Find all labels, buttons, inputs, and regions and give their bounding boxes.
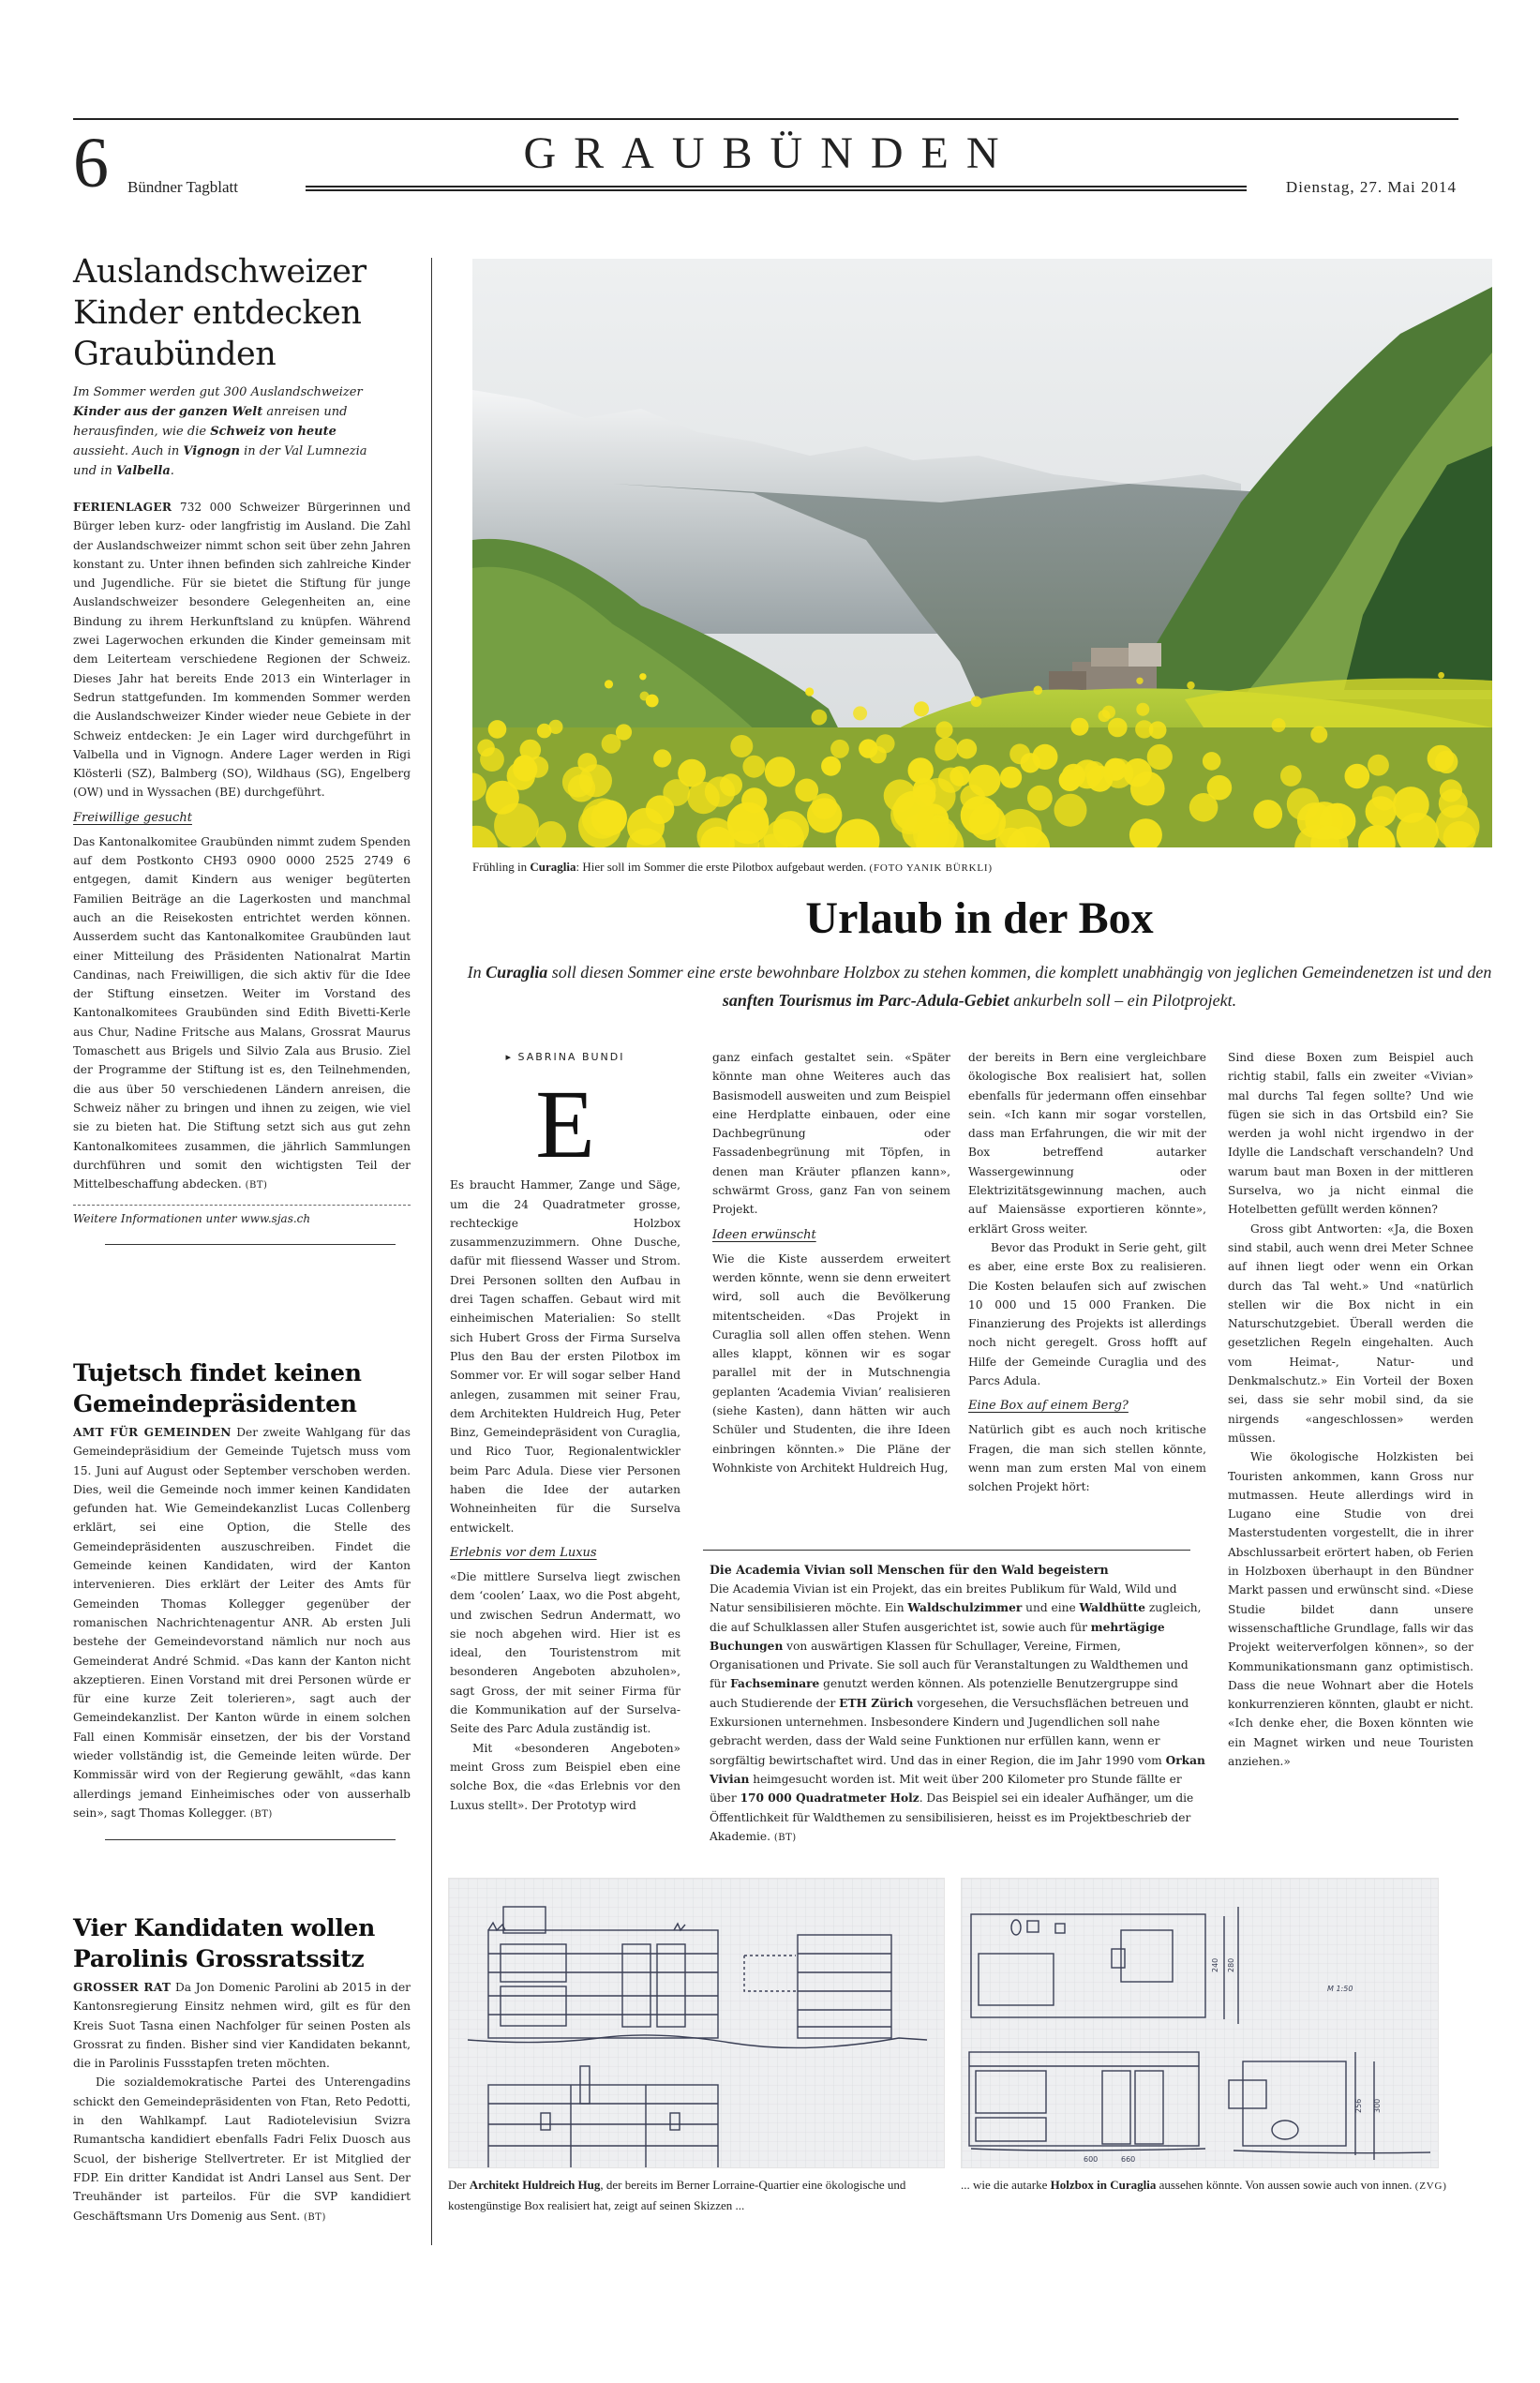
text-run: heimgesucht worden ist. Mit weit über 200 Kilometer pro Stunde fällte er über bbox=[710, 1772, 1182, 1806]
author-name: SABRINA BUNDI bbox=[517, 1051, 625, 1063]
text-run: anreisen und herausfinden, wie die bbox=[73, 405, 348, 439]
dandelion-flower bbox=[1136, 678, 1143, 684]
dandelion-flower bbox=[1108, 718, 1128, 738]
dimension-label: 280 bbox=[1227, 1957, 1235, 1972]
text-run: Der bbox=[448, 2178, 470, 2192]
caption-text bbox=[472, 860, 870, 874]
text-run: ankurbeln soll – ein Pilotprojekt. bbox=[1009, 991, 1237, 1010]
article-paragraph: Gross gibt Antworten: «Ja, die Boxen sind stabil, auch wenn drei Meter Schnee auf ihnen liegt oder wenn ein Orkan durch das Tal weht.» Und «natürlich stellen wir die Box nicht in ein Naturschutzgebiet. Überall werden die gesetzlichen Regeln eingehalten. Auch vom Heimat-, Natur- und Denkmalschutz.» Ein Vorteil der Boxen sei, dass sie sehr mobil sind, da sie nirgends «angeschlossen» werden müssen. bbox=[1228, 1221, 1473, 1445]
dandelion-flower bbox=[687, 782, 719, 814]
article-body bbox=[73, 498, 411, 1195]
dandelion-flower bbox=[1272, 718, 1286, 732]
exterior-elevation-drawing bbox=[449, 1879, 945, 2168]
dandelion-flower bbox=[914, 701, 929, 716]
emphasis-text: sanften Tourismus im Parc-Adula-Gebiet bbox=[722, 991, 1009, 1010]
text-run: genutzt werden können. Als potenzielle Benutzergruppe sind auch Studierende der bbox=[710, 1677, 1178, 1710]
emphasis-text: Orkan Vivian bbox=[710, 1753, 1205, 1786]
dandelion-flower bbox=[605, 680, 613, 688]
dandelion-flower bbox=[730, 735, 753, 757]
masthead-double-rule bbox=[306, 186, 1247, 191]
sketch-right-caption bbox=[961, 2175, 1448, 2196]
dandelion-flower bbox=[968, 765, 1000, 797]
dandelion-flower bbox=[477, 740, 495, 757]
hero-photo bbox=[472, 259, 1492, 847]
sketch-interior bbox=[961, 1878, 1439, 2168]
dandelion-flower bbox=[1438, 672, 1444, 679]
dandelion-flower bbox=[653, 749, 671, 767]
dandelion-flower bbox=[795, 779, 818, 802]
article-paragraph: Das Kantonalkomitee Graubünden nimmt zudem Spenden auf dem Postkonto CH93 0900 0000 2525 2749 6 entgegen, damit Kindern aus weniger begüterten Familien Beiträge an die Lagerkosten und manchmal auch an die Reisekosten entrichtet werden können. Ausserdem sucht das Kantonalkomitee Graubünden laut einer Mitteilung des Präsidenten Nationalrat Martin Candinas, nach Freiwilligen, die sich aktiv für die Idee der Stiftung einsetzen. Weiter im Vorstand des Kantonalkomitees Graubünden sind Edith Bivetti-Kerle aus Chur, Nadine Fritsche aus Malans, Grossrat Maurus Tomaschett aus Brigels und Silvio Zala aus Brusio. Ziel der Programme der Stiftung ist es, den Teilnehmenden, die aus über 50 verschiedenen Ländern anreisen, die Schweiz näher zu bringen und ihnen zu zeigen, wie viel sie zu bieten hat. Die Stiftung setzt sich aus gut zehn Kantonalkomitees zusammen, die jährlich Sammlungen durchführen und somit den wichtigsten Teil der Mittelbeschaffung abdecken. bbox=[73, 834, 411, 1192]
box-paragraph bbox=[710, 1582, 1205, 1843]
article-tujetsch bbox=[73, 1357, 411, 1840]
article-body bbox=[73, 1423, 411, 1824]
dandelion-flower bbox=[1059, 770, 1081, 791]
dandelion-flower bbox=[1207, 775, 1233, 801]
dandelion-flower bbox=[639, 673, 646, 680]
source-tag: (BT) bbox=[773, 1832, 797, 1843]
dandelion-flower bbox=[934, 738, 958, 761]
dandelion-flower bbox=[488, 720, 507, 739]
sketch-exterior bbox=[448, 1878, 945, 2168]
photo-caption bbox=[472, 860, 993, 875]
article-parolini bbox=[73, 1912, 411, 2227]
dimension-label: 240 bbox=[1211, 1957, 1219, 1972]
dandelion-flower bbox=[1034, 686, 1043, 696]
article-headline: Tujetsch findet keinen Gemeindepräsidenten bbox=[73, 1359, 362, 1417]
article-paragraph: Die sozialdemokratische Partei des Unterengadins schickt den Gemeindepräsidenten von Ftan, Reto Pedotti, in den Wahlkampf. Laut Radiotelevisiun Svizra Rumantscha kandidiert ebenfalls Fadri Felix Duosch aus Scuol, der bisherige Stellvertreter. Er ist Mitglied der FDP. Ein dritter Kandidat ist Andri Lansel aus Sent. Der Treuhänder ist parteilos. Für die SVP kandidiert Geschäftsmann Urs Domenig aus Sent. bbox=[73, 2076, 411, 2223]
dandelion-flower bbox=[1000, 767, 1022, 788]
text-run: aussehen könnte. Von aussen sowie auch von innen. bbox=[1156, 2178, 1415, 2192]
source-tag: (BT) bbox=[245, 1180, 268, 1192]
dandelion-flower bbox=[537, 724, 552, 739]
article-paragraph: Es braucht Hammer, Zange und Säge, um die 24 Quadratmeter grosse, rechteckige Holzbox zusammenzuzimmern. Ohne Dusche, dafür mit fliessend Wasser und Strom. Drei Personen sollten den Aufbau in drei Tagen schaffen. Gebaut wird mit einheimischen Materialien: So stellt sich Hubert Gross der Firma Surselva Plus den Bau der ersten Pilotbox im Sommer vor. Er will sogar selber Hand anlegen, zusammen mit seiner Frau, dem Architekten Huldreich Hug, Peter Binz, Gemeindepräsident von Curaglia, und Rico Tuor, Regionalentwickler beim Parc Adula. Diese vier Personen haben die Idee der autarken Wohneinheiten für die Surselva entwickelt. bbox=[450, 1178, 680, 1535]
byline bbox=[450, 1048, 680, 1067]
dandelion-flower bbox=[1393, 787, 1429, 823]
article-paragraph: Wie ökologische Holzkisten bei Touristen ankommen, kann Gross nur mutmassen. Heute allerdings wird in Lugano eine Studie von drei Masterstudenten vorgestellt, die in ihrer Abschlussarbeit erörtert haben, ob Ferien in Holzboxen überhaupt in den Bündner Markt passen und erwünscht sind. «Diese Studie bildet dann unsere wissenschaftliche Grundlage, falls wir das Projekt weiterverfolgen können», so der Kommunikationsmann ganz optimistisch. Dass die neue Wohnart aber die Hotels konkurrenzieren könnten, glaubt er nicht. «Ich denke eher, die Boxen könnten wie ein Magnet wirken und neue Touristen anziehen.» bbox=[1228, 1450, 1473, 1768]
dandelion-flower bbox=[720, 773, 742, 796]
section-title: GRAUBÜNDEN bbox=[523, 128, 1017, 178]
dandelion-flower bbox=[1032, 744, 1057, 770]
page-number: 6 bbox=[73, 124, 109, 202]
emphasis-text: Curaglia bbox=[530, 860, 576, 874]
dandelion-flower bbox=[1099, 710, 1111, 722]
text-run: In bbox=[467, 963, 486, 982]
dandelion-flower bbox=[640, 692, 650, 701]
dandelion-flower bbox=[890, 796, 929, 834]
main-column-3 bbox=[968, 1048, 1206, 1497]
dandelion-flower bbox=[812, 710, 828, 726]
article-lead bbox=[73, 382, 392, 481]
emphasis-text: Kinder aus der ganzen Welt bbox=[73, 405, 263, 419]
article-kicker: GROSSER RAT bbox=[73, 1981, 172, 1994]
dandelion-flower bbox=[1136, 703, 1149, 716]
emphasis-text: Vignogn bbox=[183, 444, 240, 458]
info-link[interactable]: Weitere Informationen unter www.sjas.ch bbox=[73, 1212, 311, 1226]
article-paragraph: Bevor das Produkt in Serie geht, gilt es aber, eine erste Box zu realisieren. Die Kosten belaufen sich auf zwischen 10 000 und 15 000 Franken. Die Finanzierung des Projekts ist allerdings noch nicht geregelt. Gross hofft auf Hilfe der Gemeinde Curaglia und des Parcs Adula. bbox=[968, 1240, 1206, 1388]
dandelion-flower bbox=[938, 768, 964, 793]
text-run: vorgesehen, die Versuchsflächen betreuen und Exkursionen unternehmen. Insbesondere Kindern und Jugendlichen soll nahe gebracht werden, dass der Wald seine Funktionen nur erfüllen kann, wenn er sorgfältig bewirtschaftet wird. Und das in einer Region, die im Jahr 1990 vom bbox=[710, 1696, 1189, 1767]
dashed-divider bbox=[73, 1205, 411, 1206]
photo-credit: (ZVG) bbox=[1414, 2181, 1447, 2192]
scale-label: M 1:50 bbox=[1327, 1985, 1353, 1993]
emphasis-text: ETH Zürich bbox=[839, 1696, 914, 1710]
dandelion-flower bbox=[741, 787, 767, 813]
dandelion-flower bbox=[1135, 720, 1153, 738]
emphasis-text: Holzbox in Curaglia bbox=[1050, 2178, 1157, 2192]
text-run: . bbox=[170, 464, 174, 478]
text-run: in der Val Lumnezia und in bbox=[73, 444, 367, 478]
dandelion-flower bbox=[742, 756, 765, 778]
dandelion-flower bbox=[1071, 718, 1089, 736]
interior-plan-drawing bbox=[962, 1879, 1439, 2168]
dandelion-flower bbox=[1253, 800, 1282, 829]
dandelion-flower bbox=[805, 687, 814, 696]
article-paragraph: Natürlich gibt es auch noch kritische Fragen, die man sich stellen könnte, wenn man zum ersten Mal von einem solchen Projekt hört: bbox=[968, 1423, 1206, 1494]
emphasis-text: Fachseminare bbox=[730, 1677, 820, 1691]
text-run: . Das Beispiel sei ein idealer Aufhänger, um die Öffentlichkeit für Waldthemen zu sensibilisieren, heisst es im Projektbeschrieb der Akademie. bbox=[710, 1791, 1194, 1843]
text-run: aussieht. Auch in bbox=[73, 444, 184, 458]
dandelion-flower bbox=[1310, 727, 1327, 743]
byline-arrow-icon: ▸ bbox=[505, 1051, 518, 1063]
emphasis-text: mehrtägige Buchungen bbox=[710, 1620, 1165, 1653]
box-text bbox=[710, 1580, 1206, 1848]
dandelion-flower bbox=[494, 803, 539, 847]
article-auslandschweizer bbox=[73, 251, 411, 1245]
text-run: soll diesen Sommer eine erste bewohnbare Holzbox zu stehen kommen, die komplett unabhängig von jeglichen Gemeindenetzen ist und den bbox=[547, 963, 1492, 982]
main-column-4 bbox=[1228, 1048, 1473, 1771]
dimension-label: 600 bbox=[1084, 2155, 1099, 2164]
source-tag: (BT) bbox=[304, 2211, 326, 2223]
dandelion-flower bbox=[807, 798, 842, 832]
emphasis-text: Valbella bbox=[115, 464, 171, 478]
text-run: Die Academia Vivian ist ein Projekt, das ein breites Publikum für Wald, Wild und Natur sensibilisieren möchte. Ein bbox=[710, 1582, 1177, 1615]
source-tag: (BT) bbox=[249, 1808, 273, 1820]
issue-date: Dienstag, 27. Mai 2014 bbox=[1285, 178, 1457, 196]
text-run: ... wie die autarke bbox=[961, 2178, 1051, 2192]
dandelion-flower bbox=[821, 757, 841, 776]
dandelion-flower bbox=[1368, 755, 1389, 776]
main-column-1 bbox=[450, 1048, 680, 1815]
dandelion-flower bbox=[520, 740, 542, 761]
emphasis-text: 170 000 Quadratmeter Holz bbox=[740, 1791, 920, 1806]
article-paragraph: Der zweite Wahlgang für das Gemeindepräsidium der Gemeinde Tujetsch muss vom 15. Juni auf August oder September verschoben werden. Dies, weil die Gemeinde noch immer keinen Kandidaten gefunden hat. Wie Gemeindekanzlist Lucas Collenberg erklärt, sei eine Option, die Stelle des Gemeindepräsidenten auszuschreiben. Findet die Gemeinde keinen Kandidaten, wird der Kanton intervenieren. Dies erklärt der Leiter des Amts für Gemeinden Thomas Kollegger gegenüber der romanischen Nachrichtenagentur ANR. Ab ersten Juli bestehe der Gemeindevorstand nämlich nur noch aus Gemeinderat André Schmid. «Das kann der Kanton nicht akzeptieren. Einen Vorstand mit drei Personen würde er für eine kurze Zeit tolerieren», sagt auch der Gemeindekanzlist. Der Kanton würde in einem solchen Fall einen Kommisär einsetzen, der bis der Vorstand wieder vollständig ist, die Gemeinde leiten würde. Der Kommissär wird von der Regierung gewählt, «das kann allerdings jemand Einheimisches oder von ausserhalb sein», sagt Thomas Kollegger. bbox=[73, 1426, 411, 1820]
sketch-left-caption bbox=[448, 2175, 935, 2216]
emphasis-text: Waldschulzimmer bbox=[907, 1601, 1023, 1615]
paper-name: Bündner Tagblatt bbox=[127, 178, 238, 196]
article-kicker: AMT FÜR GEMEINDEN bbox=[73, 1426, 232, 1439]
main-lead bbox=[450, 958, 1509, 1014]
article-paragraph: Mit «besonderen Angeboten» meint Gross zum Beispiel eben eine solche Box, die «das Erlebnis vor den Luxus stellt». Der Prototyp wird bbox=[450, 1741, 680, 1812]
emphasis-text: Curaglia bbox=[486, 963, 548, 982]
dimension-label: 660 bbox=[1121, 2155, 1136, 2164]
article-paragraph: Sind diese Boxen zum Beispiel auch richtig stabil, falls ein zweiter «Vivian» mal durchs Tal fegen sollte? Und wie fügen sie sich in das Ortsbild ein? Sie werden ja wohl nicht irgendwo in der Idylle die Landschaft verschandeln? Und warum baut man Boxen in der mittleren Surselva, wo ja nicht einmal die Hotelbetten gefüllt werden können? bbox=[1228, 1051, 1473, 1217]
text-run: : Hier soll im Sommer die erste Pilotbox aufgebaut werden. bbox=[576, 860, 870, 874]
dandelion-flower bbox=[1428, 745, 1454, 772]
dandelion-flower bbox=[1104, 758, 1134, 788]
dandelion-flower bbox=[1054, 794, 1087, 827]
landscape-illustration bbox=[472, 259, 1492, 847]
dandelion-flower bbox=[971, 697, 982, 708]
article-paragraph: Da Jon Domenic Parolini ab 2015 in der Kantonsregierung Einsitz nehmen wird, gilt es für den Kreis Suot Tasna einen Nachfolger für seinen Posten als Grossrat zu finden. Bisher sind vier Kandidaten bekannt, die in Parolinis Fussstapfen treten möchten. bbox=[73, 1981, 411, 2071]
article-paragraph: 732 000 Schweizer Bürgerinnen und Bürger leben kurz- oder langfristig im Ausland. Die Zahl der Auslandschweizer nimmt schon seit über zehn Jahren konstant zu. Unter ihnen befinden sich zahlreiche Kinder und Jugendliche. Für sie bietet die Stiftung für junge Auslandschweizer besondere Gelegenheiten an, eine Bindung zu ihrem Herkunftsland zu knüpfen. Während zwei Lagerwochen erkunden die Kinder gemeinsam mit dem Leiterteam verschiedene Regionen der Schweiz. Dieses Jahr hat bereits Ende 2013 ein Winterlager in Sedrun stattgefunden. Im kommenden Sommer werden die Auslandschweizer Kinder wieder neue Gebiete in der Schweiz entdecken: Je ein Lager wird durchgeführt in Valbella und in Vignogn. Andere Lager werden in Rigi Klösterli (SZ), Balmberg (SO), Wildhaus (SG), Engelberg (OW) und in Wyssachen (BE) durchgeführt. bbox=[73, 501, 411, 800]
text-run: Im Sommer werden gut 300 Auslandschweizer bbox=[73, 385, 363, 399]
dandelion-flower bbox=[1009, 743, 1030, 764]
emphasis-text: Schweiz von heute bbox=[210, 425, 336, 439]
text-run: zugleich, die auf Schulklassen aller Stufen ausgerichtet ist, sowie auch für bbox=[710, 1601, 1202, 1634]
article-paragraph: ganz einfach gestaltet sein. «Später könnte man ohne Weiteres auch das Basismodell ausweiten und zum Beispiel eine Herdplatte einbauen, oder eine Dachbegrünung oder Fassadenbegrünung mit Töpfen, in denen man Kräuter pflanzen kann», schwärmt Gross, ganz Fan von seinem Projekt. bbox=[712, 1051, 950, 1217]
dandelion-flower bbox=[591, 800, 627, 835]
info-box-academia-vivian bbox=[710, 1561, 1206, 1848]
dandelion-flower bbox=[908, 757, 934, 783]
article-subhead: Ideen erwünscht bbox=[712, 1227, 816, 1242]
text-run: Frühling in bbox=[472, 860, 531, 874]
dandelion-flower bbox=[957, 739, 977, 758]
text-run: und eine bbox=[1022, 1601, 1080, 1615]
main-column-2 bbox=[712, 1048, 950, 1477]
caption-text bbox=[961, 2178, 1415, 2192]
column-rule bbox=[431, 258, 432, 2245]
dandelion-flower bbox=[1280, 765, 1302, 787]
dandelion-flower bbox=[1345, 764, 1370, 789]
article-subhead: Eine Box auf einem Berg? bbox=[968, 1399, 1129, 1414]
dimension-label: 256 bbox=[1354, 2098, 1363, 2113]
article-subhead: Erlebnis vor dem Luxus bbox=[450, 1545, 597, 1560]
dimension-label: 300 bbox=[1373, 2098, 1382, 2113]
dandelion-flower bbox=[1027, 786, 1053, 811]
dandelion-flower bbox=[969, 803, 1006, 840]
dandelion-flower bbox=[830, 740, 849, 758]
emphasis-text: Architekt Huldreich Hug bbox=[469, 2178, 601, 2192]
divider bbox=[105, 1244, 396, 1245]
box-title: Die Academia Vivian soll Menschen für den Wald begeistern bbox=[710, 1563, 1109, 1577]
dandelion-flower bbox=[1203, 752, 1221, 771]
article-subhead: Freiwillige gesucht bbox=[73, 810, 192, 825]
article-headline: Vier Kandidaten wollen Parolinis Grossratssitz bbox=[73, 1914, 376, 1972]
dandelion-flower bbox=[935, 721, 952, 738]
text-run: , der bereits im Berner Lorraine-Quartier eine ökologische und kostengünstige Box realisiert hat, zeigt auf seinen Skizzen ... bbox=[448, 2178, 906, 2212]
photo-credit: (FOTO YANIK BÜRKLI) bbox=[869, 862, 993, 874]
box-top-rule bbox=[703, 1550, 1190, 1551]
divider bbox=[105, 1839, 396, 1840]
drop-cap: E bbox=[535, 1071, 595, 1179]
dandelion-flower bbox=[1147, 744, 1173, 770]
top-rule bbox=[73, 118, 1458, 120]
dandelion-flower bbox=[627, 808, 665, 846]
dandelion-flower bbox=[853, 706, 867, 720]
article-body bbox=[73, 1978, 411, 2227]
dandelion-flower bbox=[616, 724, 632, 740]
article-paragraph: «Die mittlere Surselva liegt zwischen dem ‘coolen’ Laax, wo die Post abgeht, und zwischen Sedrun Andermatt, wo sie noch abgehen wird. Hier ist es ideal, den Touristenstrom mit besonderen Angeboten abzuholen», sagt Gross, der mit seiner Firma für die Kommunikation auf der Surselva-Seite des Parc Adula zuständig ist. bbox=[450, 1569, 680, 1736]
article-headline: Auslandschweizer Kinder entdecken Graubünden bbox=[73, 253, 366, 373]
text-run: von auswärtigen Klassen für Schullager, Vereine, Firmen, Organisationen und Private. Sie soll auch für Veranstaltungen zu Waldthemen und für bbox=[710, 1639, 1189, 1691]
article-paragraph: Wie die Kiste ausserdem erweitert werden könnte, wenn sie denn erweitert wird, soll auch die Bevölkerung mitentscheiden. «Das Projekt in Curaglia soll allen offen stehen. Wenn alles klappt, können wir es sogar parallel mit der in Mutschnengia geplanten ‘Academia Vivian’ realisieren (siehe Kasten), dann hätten wir auch Schüler und Studenten, die ihre Ideen einbringen könnten.» Die Pläne der Wohnkiste von Architekt Huldreich Hug, bbox=[712, 1251, 950, 1475]
dandelion-flower bbox=[765, 757, 795, 787]
article-kicker: FERIENLAGER bbox=[73, 501, 172, 514]
article-paragraph: der bereits in Bern eine vergleichbare ökologische Box realisiert hat, sollen ebenfalls für jedermann offen einsehbar sein. «Ich kann mir sogar vorstellen, dass man Erfahrungen, die wir mit der Box betreffend autarker Wassergewinnung oder Elektrizitätsgewinnung machen, auch auf Maiensässe exportieren könnte», erklärt Gross weiter. bbox=[968, 1051, 1206, 1236]
dandelion-flower bbox=[562, 767, 593, 798]
main-headline: Urlaub in der Box bbox=[805, 893, 1154, 943]
dandelion-flower bbox=[1187, 682, 1194, 689]
emphasis-text: Waldhütte bbox=[1079, 1601, 1145, 1615]
dandelion-flower bbox=[1366, 796, 1397, 827]
dandelion-flower bbox=[859, 739, 877, 757]
